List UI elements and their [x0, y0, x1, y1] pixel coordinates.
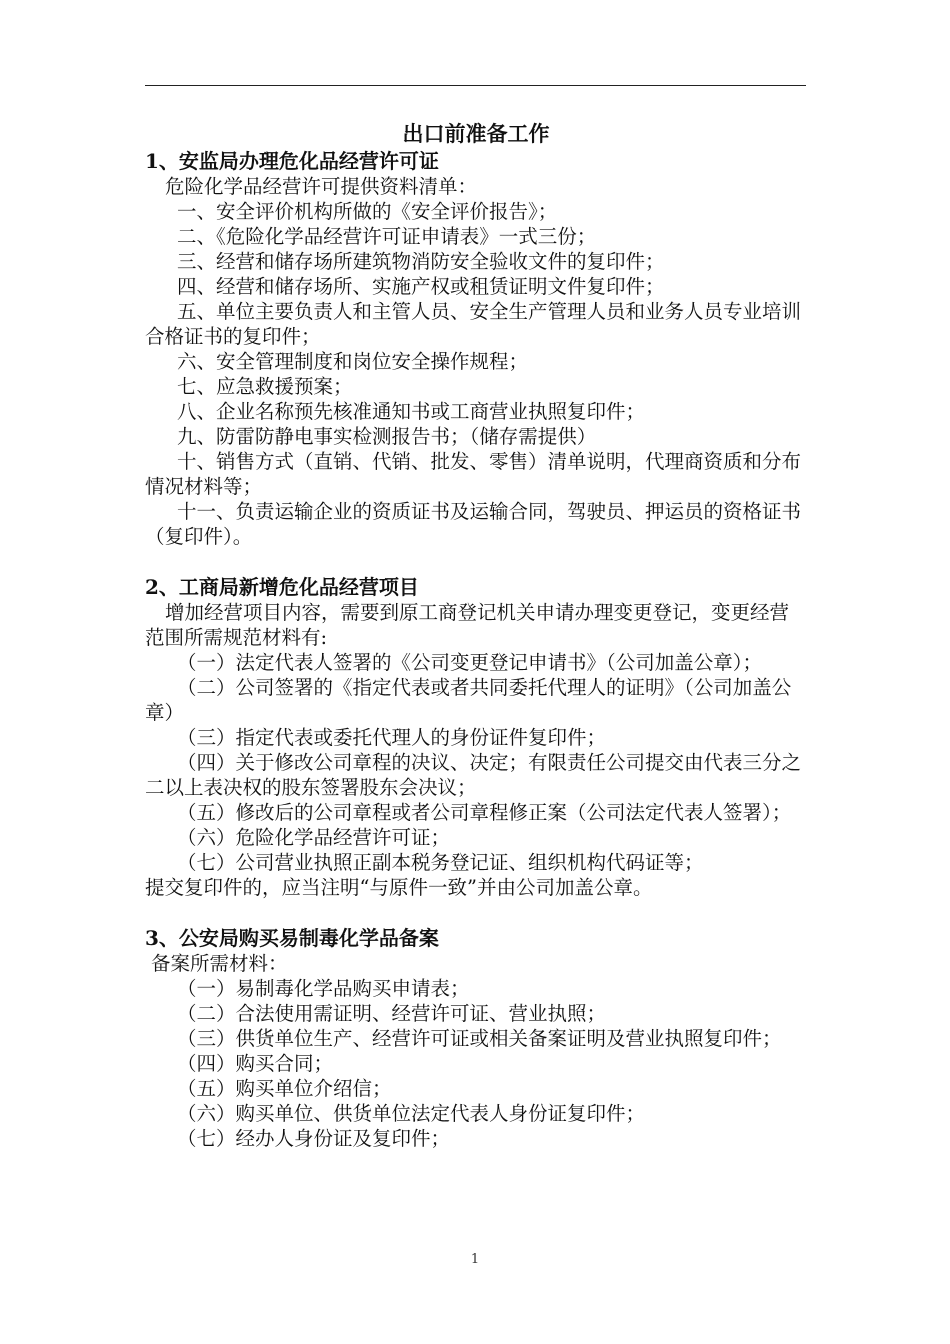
list-item: （七）公司营业执照正副本税务登记证、组织机构代码证等；: [177, 851, 704, 874]
list-item: 九、防雷防静电事实检测报告书；（储存需提供）: [177, 425, 597, 448]
page-title: 出口前准备工作: [402, 121, 550, 146]
list-item: （七）经办人身份证及复印件；: [177, 1127, 451, 1150]
section-heading: 3、公安局购买易制毒化学品备案: [145, 926, 439, 950]
list-item: （一）易制毒化学品购买申请表；: [177, 977, 470, 1000]
list-item: （二）合法使用需证明、经营许可证、营业执照；: [177, 1002, 607, 1025]
list-item: （三）供货单位生产、经营许可证或相关备案证明及营业执照复印件；: [177, 1027, 782, 1050]
page-number: 1: [470, 1252, 480, 1267]
list-item: （三）指定代表或委托代理人的身份证件复印件；: [177, 726, 607, 749]
list-item: 七、应急救援预案；: [177, 375, 353, 398]
list-item: 二、《危险化学品经营许可证申请表》一式三份；: [177, 225, 597, 248]
list-item: （六）购买单位、供货单位法定代表人身份证复印件；: [177, 1102, 646, 1125]
list-item: 八、企业名称预先核准通知书或工商营业执照复印件；: [177, 400, 646, 423]
section-heading: 2、工商局新增危化品经营项目: [145, 575, 419, 599]
section-heading: 1、安监局办理危化品经营许可证: [145, 149, 439, 173]
list-item: 一、安全评价机构所做的《安全评价报告》；: [177, 200, 558, 223]
list-item: 三、经营和储存场所建筑物消防安全验收文件的复印件；: [177, 250, 665, 273]
header-rule: [145, 85, 806, 86]
list-item: （五）修改后的公司章程或者公司章程修正案（公司法定代表人签署）；: [177, 801, 792, 824]
list-item: （二）公司签署的《指定代表或者共同委托代理人的证明》（公司加盖公章）: [145, 676, 792, 724]
document-body: [145, 120, 807, 1151]
list-item: 十一、负责运输企业的资质证书及运输合同，驾驶员、押运员的资格证书（复印件）。: [145, 500, 802, 548]
list-item: （一）法定代表人签署的《公司变更登记申请书》（公司加盖公章）；: [177, 651, 763, 674]
section-spacer: [145, 900, 807, 925]
list-item: 四、经营和储存场所、实施产权或租赁证明文件复印件；: [177, 275, 665, 298]
list-item: 十、销售方式（直销、代销、批发、零售）清单说明，代理商资质和分布情况材料等；: [145, 450, 802, 498]
section-intro: 增加经营项目内容，需要到原工商登记机关申请办理变更登记，变更经营范围所需规范材料有:: [145, 601, 790, 649]
section-intro: 备案所需材料：: [151, 952, 288, 975]
list-item: 五、单位主要负责人和主管人员、安全生产管理人员和业务人员专业培训合格证书的复印件；: [145, 300, 802, 348]
list-item: （四）购买合同；: [177, 1052, 334, 1075]
list-item: （五）购买单位介绍信；: [177, 1077, 392, 1100]
list-item: （六）危险化学品经营许可证；: [177, 826, 451, 849]
list-item: 六、安全管理制度和岗位安全操作规程；: [177, 350, 529, 373]
section-note: 提交复印件的，应当注明“与原件一致”并由公司加盖公章。: [145, 876, 653, 899]
list-item: （四）关于修改公司章程的决议、决定；有限责任公司提交由代表三分之二以上表决权的股东签署股东会决议；: [145, 751, 802, 799]
section-intro: 危险化学品经营许可提供资料清单：: [165, 175, 478, 198]
section-spacer: [145, 549, 807, 574]
